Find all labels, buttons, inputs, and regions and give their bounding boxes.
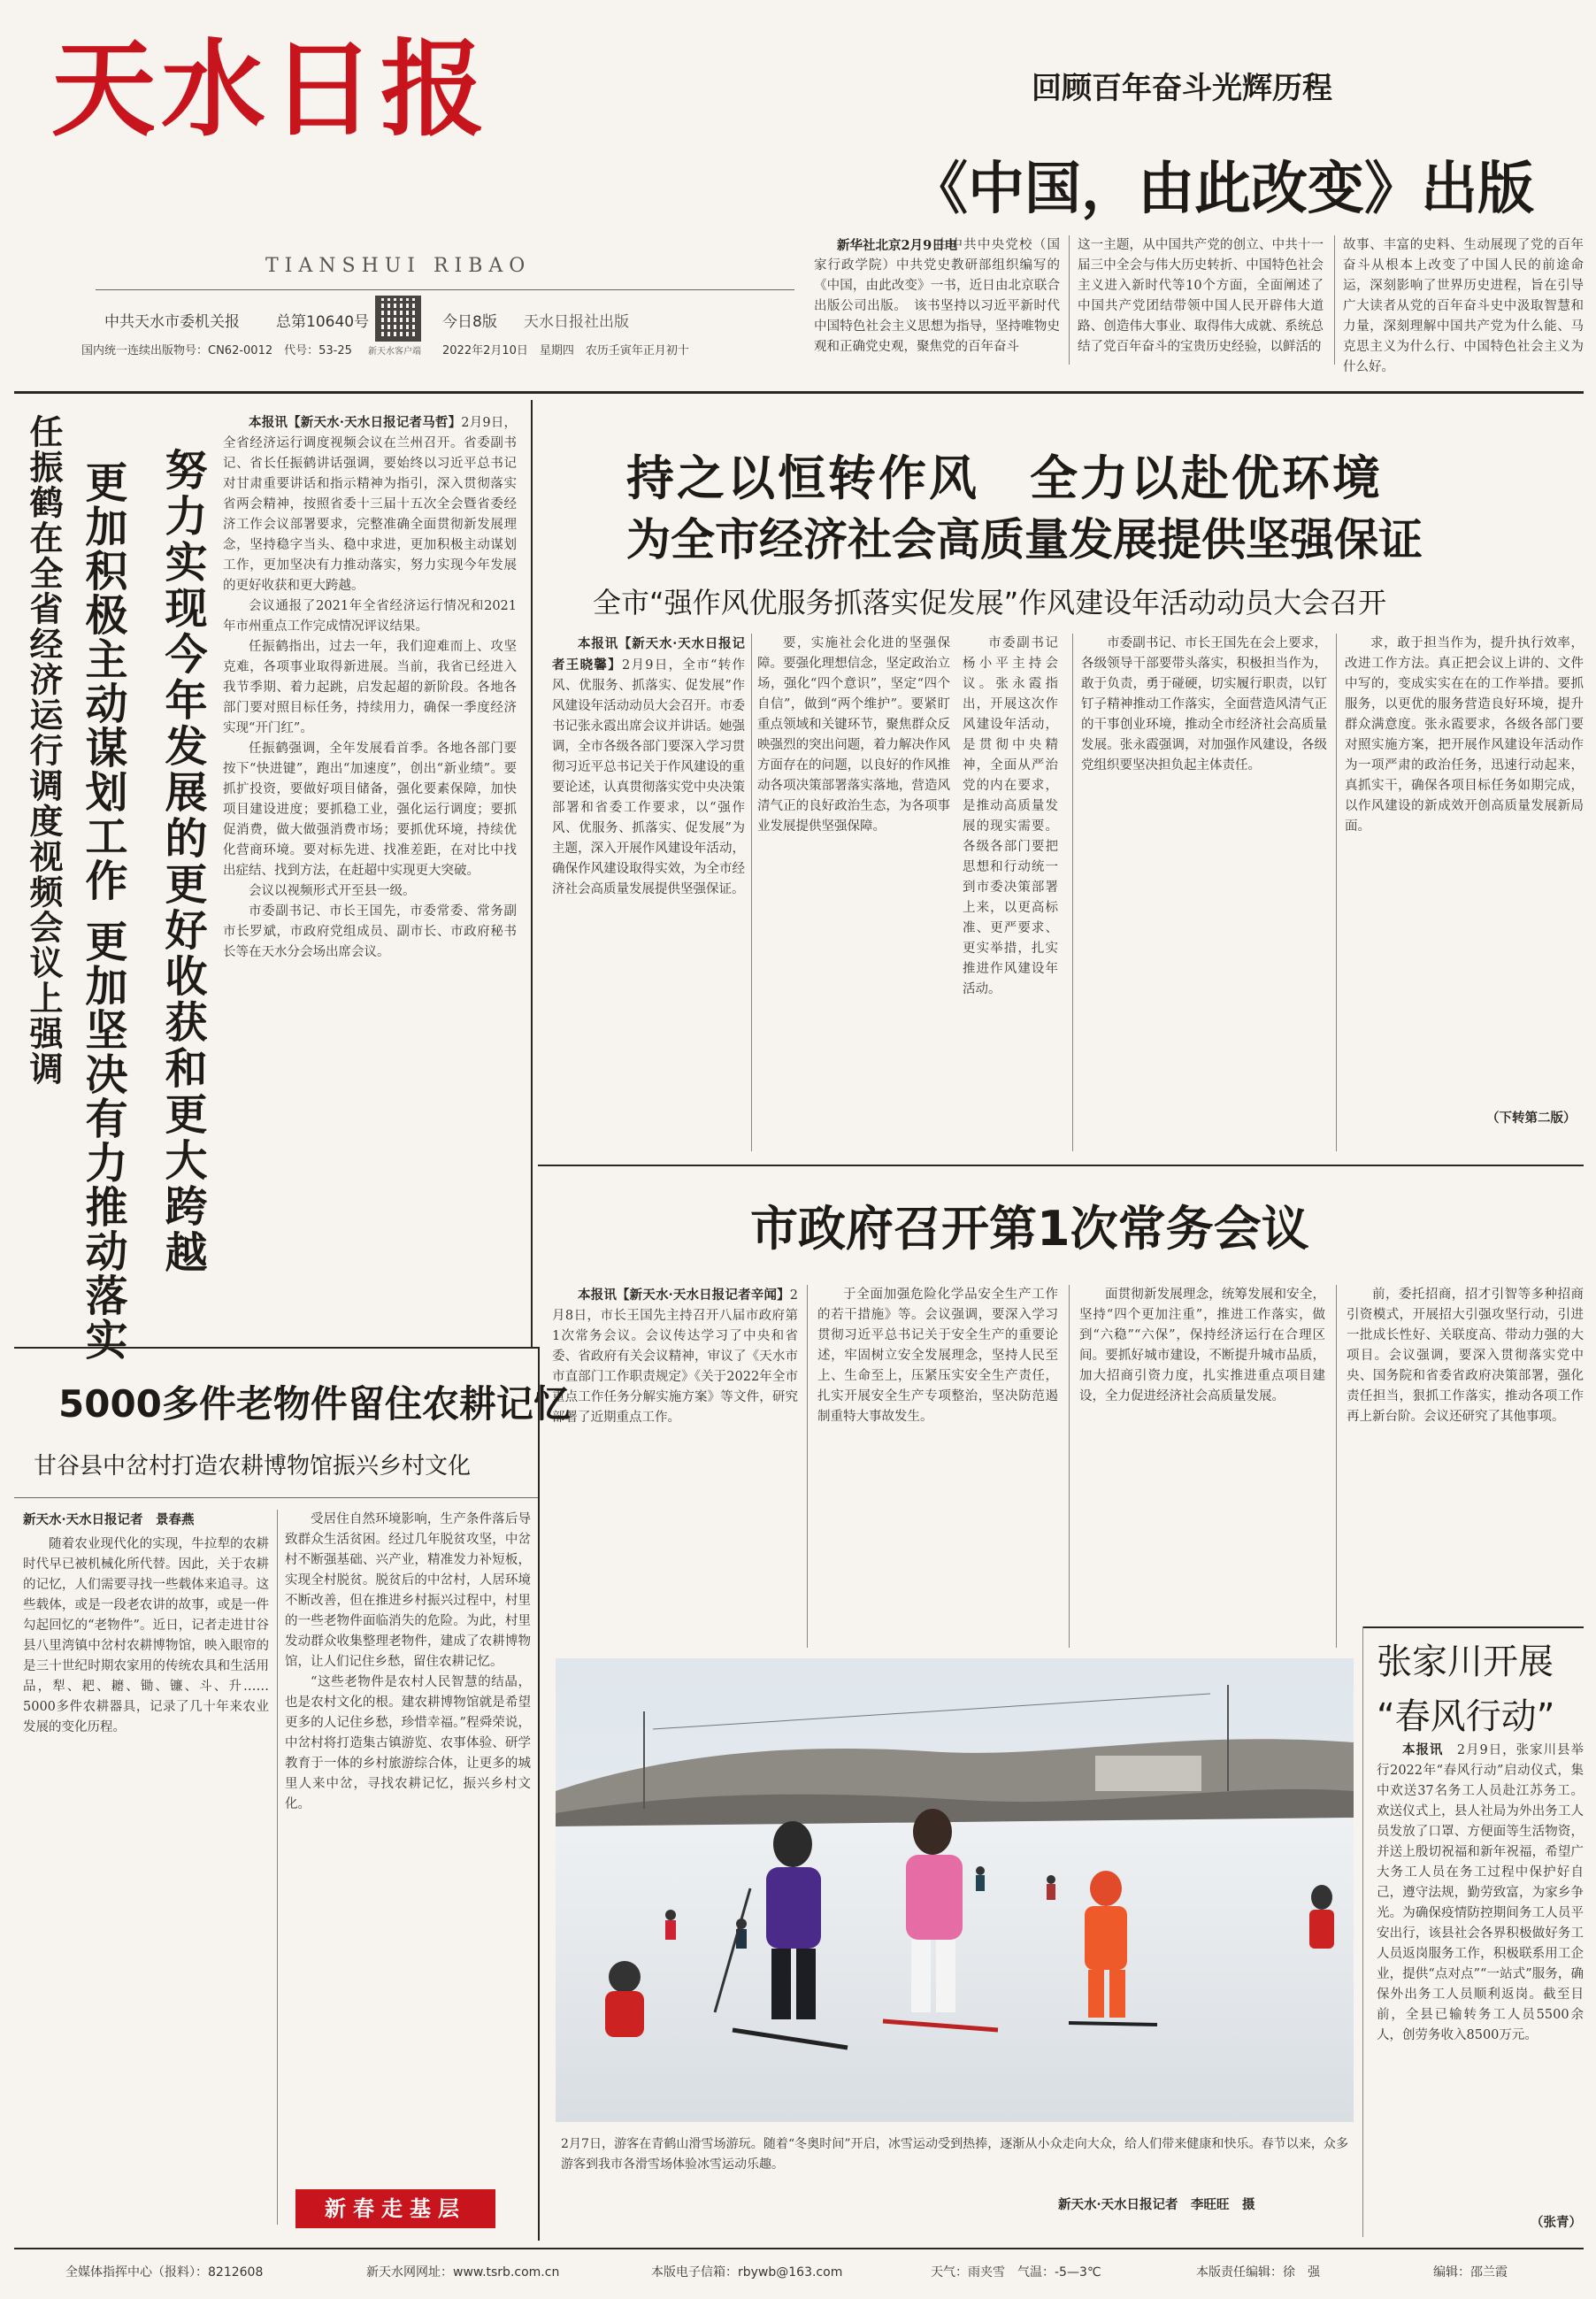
museum-story-byline: 新天水·天水日报记者 景春燕 — [23, 1512, 195, 1527]
today-pages: 今日8版 — [442, 313, 497, 331]
gov-story-col2: 于全面加强危险化学品安全生产工作的若干措施》等。会议强调，要深入学习贯彻习近平总书记关于安全生产的重要论述，牢固树立安全发展理念，坚持人民至上、生命至上，压紧压实安全生产责任，扎实开展安全生产专项整治，坚决防范遏制重特大事故发生。 — [817, 1288, 1058, 1424]
main-story-col1: 本报讯【新天水·天水日报记者王晓馨】2月9日，全市“转作风、优服务、抓落实、促发展”作风建设年活动动员大会召开。市委书记张永霞出席会议并讲话。她强调，全市各级各部门要深入学习贯彻习近平总书记关于作风建设的重要论述，认真贯彻落实党中央决策部署和省委工作要求，以“强作风、优服务、抓落实、促发展”为主题，深入开展作风建设年活动，确保作风建设取得实效，为全市经济社会高质量发展提供坚强保证。 — [552, 636, 745, 896]
left-story-kicker: 任振鹤在全省经济运行调度视频会议上强调 — [24, 414, 63, 1087]
footer-editor: 编辑：邵兰霞 — [1433, 2265, 1508, 2280]
press-name: 天水日报社出版 — [524, 313, 629, 331]
ski-photo — [556, 1658, 1354, 2122]
ski-scene-image — [556, 1658, 1354, 2122]
cn-code: 国内统一连续出版物号：CN62-0012 代号：53-25 — [81, 344, 352, 358]
continued-note: （下转第二版） — [1486, 1111, 1577, 1126]
top-story-col2: 这一主题，从中国共产党的创立、中共十一届三中全会与伟大历史转折、中国特色社会主义进入新时代等10个方面，全面阐述了中国共产党团结带领中国人民开辟伟大道路、创造伟大事业、取得伟大成就、系统总结了党百年奋斗的宝贵历史经验，以鲜活的 — [1078, 238, 1324, 354]
photo-credit: 新天水·天水日报记者 李旺旺 摄 — [1058, 2197, 1255, 2212]
footer-weather: 天气：雨夹雪 气温：-5—3℃ — [931, 2265, 1101, 2280]
museum-story-subtitle: 甘谷县中岔村打造农耕博物馆振兴乡村文化 — [34, 1453, 472, 1480]
qr-caption: 新天水客户端 — [368, 347, 421, 357]
footer-chief-editor: 本版责任编辑：徐 强 — [1196, 2265, 1320, 2280]
museum-story-col1: 随着农业现代化的实现，牛拉犁的农耕时代早已被机械化所代替。因此，关于农耕的记忆，人们需要寻找一些载体来追寻。这些载体，或是一段老农讲的故事，或是一件勾起回忆的“老物件”。近日，记者走进甘谷县八里湾镇中岔村农耕博物馆，映入眼帘的是三十世纪时期农家用的传统农具和生活用品，犁、耙、耱、锄、镰、斗、升……5000多件农耕器具，记录了几十年来农业发展的变化历程。 — [23, 1537, 269, 1734]
masthead-title: 天水日报 — [51, 27, 491, 150]
gov-story-col3: 面贯彻新发展理念，统筹发展和安全，坚持“四个更加注重”，推进工作落实，做到“六稳”“六保”，保持经济运行在合理区间。要抓好城市建设，不断提升城市品质，加大招商引资力度，扎实推进重点项目建设，全力促进经济社会高质量发展。 — [1079, 1288, 1325, 1403]
main-story-title-1: 持之以恒转作风 全力以赴优环境 — [626, 450, 1383, 506]
gov-story-col4: 前，委托招商，招才引智等多种招商引资模式，开展招大引强攻坚行动，引进一批成长性好、关联度高、带动力强的大项目。会议强调，要深入贯彻落实党中央、国务院和省委省政府决策部署，强化责任担当，狠抓工作落实，推动各项工作再上新台阶。会议还研究了其他事项。 — [1347, 1288, 1584, 1424]
top-story-title: 《中国，由此改变》出版 — [911, 157, 1534, 222]
zhangjia-author: （张青） — [1531, 2215, 1582, 2230]
main-story-col2: 要，实施社会化进的坚强保障。要强化理想信念，坚定政治立场，强化“四个意识”，坚定“四个自信”，做到“两个维护”。要紧盯重点领域和关键环节，聚焦群众反映强烈的突出问题，着力解决作风方面存在的问题，以良好的作风推动各项决策部署落实落地，营造风清气正的良好政治生态，为各项事业发展提供坚强保障。 — [757, 636, 950, 834]
gov-story-col1: 本报讯【新天水·天水日报记者辛闻】2月8日，市长王国先主持召开八届市政府第1次常务会议。会议传达学习了中央和省委、省政府有关会议精神，审议了《天水市市直部门工作职责规定》《关于2022年全市重点工作任务分解实施方案》等文件，研究部署了近期重点工作。 — [552, 1288, 798, 1425]
museum-story-title: 5000多件老物件留住农耕记忆 — [58, 1382, 571, 1426]
top-story-col3: 故事、丰富的史料、生动展现了党的百年奋斗从根本上改变了中国人民的前途命运，深刻影响了世界历史进程，旨在引导广大读者从党的百年奋斗史中汲取智慧和力量，深刻理解中国共产党为什么能、马克思主义为什么行、中国特色社会主义为什么好。 — [1343, 238, 1584, 374]
main-story-col3: 市委副书记杨小平主持会议。张永霞指出，开展这次作风建设年活动，是贯彻中央精神，全面从严治党的内在要求，是推动高质量发展的现实需要。各级各部门要把思想和行动统一到市委决策部署上来，以更高标准、更严要求、更实举措，扎实推进作风建设年活动。 — [963, 636, 1058, 996]
gov-story-title: 市政府召开第1次常务会议 — [750, 1201, 1309, 1257]
section-tag-spring: 新春走基层 — [295, 2189, 495, 2228]
footer-website: 新天水网网址：www.tsrb.com.cn — [366, 2265, 560, 2280]
footer-email: 本版电子信箱：rbywb@163.com — [651, 2265, 843, 2280]
top-story-dateline: 新华社北京2月9日电 — [837, 238, 958, 253]
zhangjia-title-1: 张家川开展 — [1377, 1642, 1554, 1682]
issue-number: 总第10640号 — [276, 313, 370, 331]
museum-story-col2: 受居住自然环境影响，生产条件落后导致群众生活贫困。经过几年脱贫攻坚，中岔村不断强基础、兴产业，精准发力补短板，实现全村脱贫。脱贫后的中岔村，人居环境不断改善，但在推进乡村振兴过程中，村里的一些老物件面临消失的危险。为此，村里发动群众收集整理老物件，建成了农耕博物馆，让人们记住乡愁，留住农耕记忆。 “这些老物件是农村人民智慧的结晶，也是农村文化的根。建农耕博物馆就是希望更多的人记住乡愁，珍惜幸福。”程舜荣说，中岔村将打造集古镇游览、农事体验、研学教育于一体的乡村旅游综合体，让更多的城里人来中岔，寻找农耕记忆，振兴乡村文化。 — [285, 1512, 531, 1811]
left-story-title-1: 努力实现今年发展的更好收获和更大跨越 — [157, 448, 207, 1276]
masthead-pinyin: TIANSHUI RIBAO — [265, 255, 532, 277]
zhangjia-body: 本报讯 2月9日，张家川县举行2022年“春风行动”启动仪式，集中欢送37名务工人员赴江苏务工。欢送仪式上，县人社局为外出务工人员发放了口罩、方便面等生活物资，并送上殷切祝福和新年祝福，希望广大务工人员在务工过程中保护好自己，遵守法规，勤劳致富，为家乡争光。为确保疫情防控期间务工人员平安出行，该县社会各界积极做好务工人员返岗服务工作，积极联系用工企业，提供“点对点”“一站式”服务，确保外出务工人员顺利返岗。截至目前，全县已输转务工人员5500余人，创劳务收入8500万元。 — [1377, 1742, 1584, 2042]
qr-code-icon — [375, 296, 421, 342]
publisher-line: 中共天水市委机关报 — [104, 313, 240, 331]
zhangjia-title-2: “春风行动” — [1377, 1696, 1555, 1737]
date-line: 2022年2月10日 星期四 农历壬寅年正月初十 — [442, 344, 689, 358]
main-story-title-2: 为全市经济社会高质量发展提供坚强保证 — [626, 514, 1423, 565]
main-story-col5: 求，敢于担当作为，提升执行效率，改进工作方法。真正把会议上讲的、文件中写的，变成实实在在的工作举措。要抓服务，以更优的服务营造良好环境，提升群众满意度。张永霞要求，各级各部门要对照实施方案，把开展作风建设年活动作为一项严肃的政治任务，迅速行动起来，真抓实干，确保各项目标任务如期完成，以作风建设的新成效开创高质量发展新局面。 — [1345, 636, 1584, 834]
photo-caption: 2月7日，游客在青鹤山滑雪场游玩。随着“冬奥时间”开启，冰雪运动受到热捧，逐渐从小众走向大众，给人们带来健康和快乐。春节以来，众多游客到我市各滑雪场体验冰雪运动乐趣。 — [561, 2137, 1348, 2172]
left-story-body: 本报讯【新天水·天水日报记者马哲】2月9日，全省经济运行调度视频会议在兰州召开。省委副书记、省长任振鹤讲话强调，要始终以习近平总书记对甘肃重要讲话和指示精神为指引，深入贯彻落实省两会精神，按照省委十三届十五次全会暨省委经济工作会议部署要求，完整准确全面贯彻新发展理念，坚持稳字当头、稳中求进，更加积极主动谋划工作，更加坚决有力推动落实，努力实现今年发展的更好收获和更大跨越。 会议通报了2021年全省经济运行情况和2021年市州重点工作完成情况评议结果。 任振鹤指出，过去一年，我们迎难而上、攻坚克难，各项事业取得新进展。当前，我省已经进入我节季期、着力起跳，启发起超的新阶段。各地各部门要对照目标任务，持续用力，确保一季度经济实现“开门红”。 任振鹤强调，全年发展看首季。各地各部门要按下“快进键”，跑出“加速度”，创出“新业绩”。要抓扩投资，要做好项目储备，强化要素保障，加快项目建设进度；要抓稳工业，强化运行调度；要抓促消费，做大做强消费市场；要抓优环境，持续优化营商环境。要对标先进、找准差距，在对比中找出症结、找到方法，在赶超中实现更大突破。 会议以视频形式开至县一级。 市委副书记、市长王国先，市委常委、常务副市长罗斌，市政府党组成员、副市长、市政府秘书长等在天水分会场出席会议。 — [223, 415, 518, 959]
top-story-col1: 由中共中央党校（国家行政学院）中共党史教研部组织编写的《中国，由此改变》一书，近日由北京联合出版公司出版。 该书坚持以习近平新时代中国特色社会主义思想为指导，坚持唯物史观和正确党史观，聚焦党的百年奋斗 — [814, 238, 1060, 354]
top-story-kicker: 回顾百年奋斗光辉历程 — [1032, 71, 1332, 106]
main-story-col4: 市委副书记、市长王国先在会上要求，各级领导干部要带头落实，积极担当作为，敢于负责，勇于碰硬，切实履行职责，以钉钉子精神推动工作落实，全面营造风清气正的干事创业环境，推动全市经济社会高质量发展。张永霞强调，对加强作风建设，各级党组织要坚决担负起主体责任。 — [1081, 636, 1327, 773]
left-story-title-2: 更加积极主动谋划工作 更加坚决有力推动落实 — [78, 460, 127, 1362]
footer-hotline: 全媒体指挥中心（报料）：8212608 — [65, 2265, 264, 2280]
main-story-subtitle: 全市“强作风优服务抓落实促发展”作风建设年活动动员大会召开 — [593, 586, 1387, 619]
